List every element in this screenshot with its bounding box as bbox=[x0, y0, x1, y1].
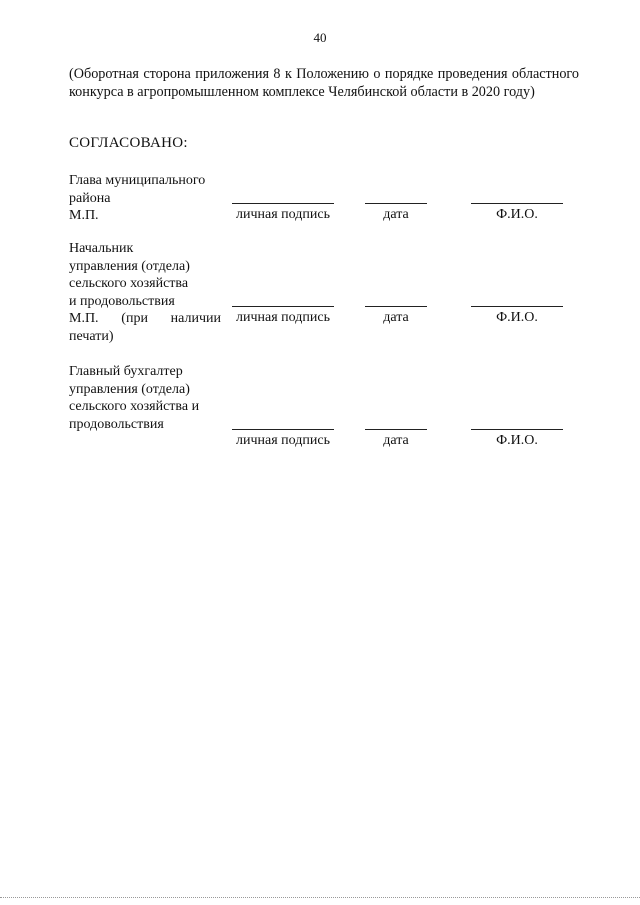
stamp-label: М.П. bbox=[69, 208, 99, 223]
signature-line bbox=[232, 306, 334, 307]
role-label: Начальник управления (отдела) сельского хозяйства и продовольствия bbox=[69, 241, 190, 309]
date-caption: дата bbox=[383, 310, 409, 325]
date-line bbox=[365, 306, 427, 307]
date-line bbox=[365, 429, 427, 430]
agreed-heading: СОГЛАСОВАНО: bbox=[69, 135, 188, 151]
name-line bbox=[471, 306, 563, 307]
signature-line bbox=[232, 429, 334, 430]
signature-line bbox=[232, 203, 334, 204]
date-caption: дата bbox=[383, 433, 409, 448]
signature-caption: личная подпись bbox=[236, 310, 330, 325]
name-line bbox=[471, 203, 563, 204]
date-line bbox=[365, 203, 427, 204]
role-label: Главный бухгалтер управления (отдела) сельского хозяйства и продовольствия bbox=[69, 364, 200, 432]
stamp-label: М.П. (при наличии печати) bbox=[69, 311, 221, 344]
name-caption: Ф.И.О. bbox=[496, 433, 538, 448]
name-caption: Ф.И.О. bbox=[496, 310, 538, 325]
date-caption: дата bbox=[383, 207, 409, 222]
page-bottom-edge bbox=[0, 897, 640, 898]
intro-text: (Оборотная сторона приложения 8 к Положению о порядке проведения областного конкурса в агропромышленном комплексе Челябинской области в 2020 году) bbox=[69, 66, 579, 100]
signature-caption: личная подпись bbox=[236, 433, 330, 448]
name-caption: Ф.И.О. bbox=[496, 207, 538, 222]
name-line bbox=[471, 429, 563, 430]
signature-caption: личная подпись bbox=[236, 207, 330, 222]
page-number: 40 bbox=[313, 30, 327, 45]
role-label: Глава муниципального района bbox=[69, 173, 206, 206]
